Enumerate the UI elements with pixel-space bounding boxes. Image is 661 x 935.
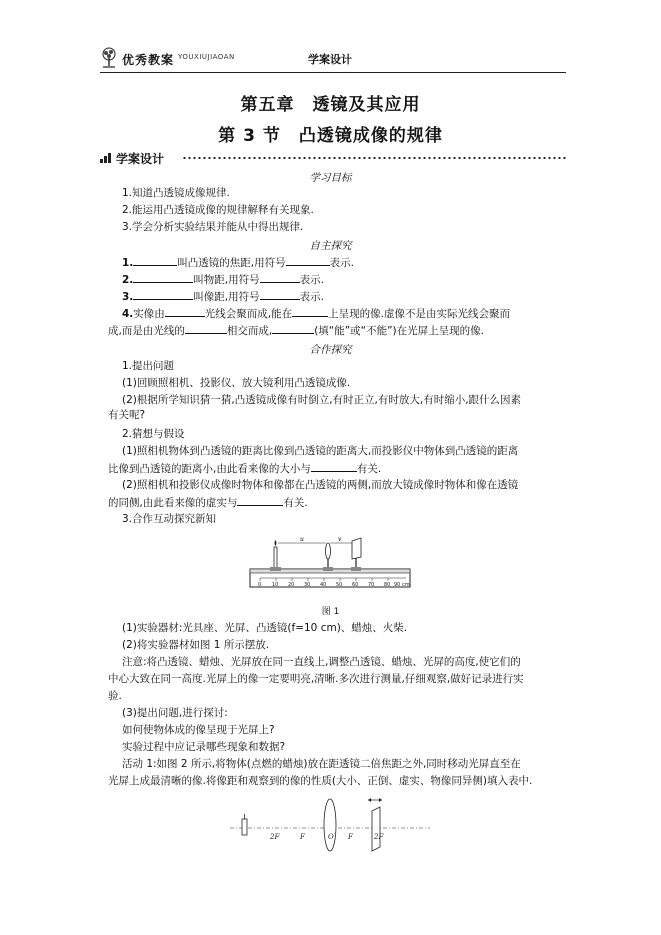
coop-text: 活动 1:如图 2 所示,将物体(点燃的蜡烛)放在距透镜二倍焦距之外,同时移动光屏直至在: [122, 758, 521, 770]
ruler-tick-label: 50: [336, 582, 343, 588]
right-f-label: F: [348, 833, 353, 841]
ruler-tick-label: 90 cm: [394, 582, 410, 588]
q-number: 1.: [122, 257, 134, 269]
o-label: O: [328, 833, 334, 841]
self-study-q3: [122, 289, 324, 305]
goal-item: 1.知道凸透镜成像规律.: [122, 187, 230, 199]
left-2f-label: 2F: [270, 833, 280, 841]
q-text: 有关.: [356, 463, 382, 475]
q-number: 2.: [122, 274, 134, 286]
answer-blank[interactable]: [260, 289, 300, 300]
coop-step-title: 1.提出问题: [122, 360, 175, 372]
coop-text: [108, 461, 381, 477]
q-number: 3.: [122, 291, 134, 303]
coop-text: 实验过程中应记录哪些现象和数据?: [122, 741, 286, 753]
q-text: 实像由: [133, 308, 165, 320]
logo-en-text: YOUXIUJIAOAN: [178, 53, 235, 61]
coop-text: (1)实验器材:光具座、光屏、凸透镜(f=10 cm)、蜡烛、火柴.: [122, 622, 408, 634]
header-section-label: 学案设计: [308, 53, 352, 66]
goal-item: 3.学会分析实验结果并能从中得出规律.: [122, 221, 304, 233]
coop-text: 光屏上成最清晰的像.将像距和观察到的像的性质(大小、正倒、虚实、物像同异侧)填入表中.: [108, 775, 533, 787]
coop-text: (1)回顾照相机、投影仪、放大镜利用凸透镜成像.: [122, 377, 351, 389]
ruler-tick-label: 0: [258, 582, 262, 588]
coop-text: [108, 495, 308, 511]
q-text: 相交而成,: [226, 325, 273, 337]
self-study-q4: [122, 306, 510, 322]
coop-text: (2)照相机和投影仪成像时物体和像都在凸透镜的两侧,而放大镜成像时物体和像在透镜: [122, 479, 519, 491]
design-section-bar: [100, 150, 566, 166]
section-title: 第 3 节 凸透镜成像的规律: [218, 126, 443, 146]
coop-step-title: 3.合作互动探究新知: [122, 513, 217, 525]
chapter-title: 第五章 透镜及其应用: [240, 95, 421, 115]
bars-icon: [100, 153, 114, 163]
q-text: 光线会聚而成,能在: [204, 308, 293, 320]
ruler-tick-label: 40: [320, 582, 327, 588]
self-study-heading: 自主探究: [309, 240, 352, 252]
header-rule: [100, 72, 566, 73]
coop-text: 有关呢?: [108, 409, 146, 421]
ruler-tick-label: 30: [304, 582, 311, 588]
self-study-q2: [122, 272, 324, 288]
q-text: 叫凸透镜的焦距,用符号: [177, 257, 286, 269]
lens-axis-figure: [230, 795, 430, 853]
answer-blank[interactable]: [260, 272, 300, 283]
optical-bench-figure: [248, 535, 413, 595]
coop-text: (2)将实验器材如图 1 所示摆放.: [122, 639, 270, 651]
q-text: 表示.: [329, 257, 354, 269]
q-text: (填“能”或“不能”)在光屏上呈现的像.: [314, 325, 484, 337]
left-f-label: F: [300, 833, 305, 841]
self-study-q4-cont: [108, 323, 484, 339]
answer-blank[interactable]: [133, 272, 193, 283]
q-text: 表示.: [299, 291, 324, 303]
figure-1-caption: 图 1: [321, 607, 340, 617]
page-header: [100, 47, 566, 71]
u-label: u: [300, 536, 304, 543]
answer-blank[interactable]: [286, 255, 330, 266]
answer-blank[interactable]: [133, 289, 193, 300]
goal-item: 2.能运用凸透镜成像的规律解释有关现象.: [122, 204, 314, 216]
logo-cn-text: 优秀教案: [122, 53, 175, 67]
ruler-tick-label: 80: [384, 582, 391, 588]
answer-blank[interactable]: [165, 306, 205, 317]
ruler-tick-label: 10: [272, 582, 279, 588]
answer-blank[interactable]: [185, 323, 227, 334]
coop-text: 中心大致在同一高度.光屏上的像一定要明亮,清晰.多次进行测量,仔细观察,做好记录进行实: [108, 673, 524, 685]
q-text: 有关.: [283, 497, 308, 509]
q-text: 叫像距,用符号: [193, 291, 260, 303]
coop-text: (2)根据所学知识猜一猜,凸透镜成像有时倒立,有时正立,有时放大,有时缩小,跟什么因素: [122, 394, 522, 406]
coop-text: (3)提出问题,进行探讨:: [122, 707, 228, 719]
ruler-tick-label: 60: [352, 582, 359, 588]
q-text: 比像到凸透镜的距离小,由此看来像的大小与: [108, 463, 311, 475]
coop-text: (1)照相机物体到凸透镜的距离比像到凸透镜的距离大,而投影仪中物体到凸透镜的距离: [122, 445, 519, 457]
right-2f-label: 2F: [374, 833, 384, 841]
q-number: 4.: [122, 308, 134, 320]
ruler-tick-label: 20: [288, 582, 295, 588]
ruler-tick-label: 70: [368, 582, 375, 588]
v-label: v: [338, 536, 342, 543]
answer-blank[interactable]: [133, 255, 177, 266]
q-text: 表示.: [299, 274, 324, 286]
answer-blank[interactable]: [311, 461, 357, 472]
q-text: 叫物距,用符号: [193, 274, 260, 286]
coop-step-title: 2.猜想与假设: [122, 428, 185, 440]
answer-blank[interactable]: [237, 495, 283, 506]
q-text: 成,而是由光线的: [108, 325, 185, 337]
coop-text: 如何使物体成的像呈现于光屏上?: [122, 724, 275, 736]
coop-text: 注意:将凸透镜、蜡烛、光屏放在同一直线上,调整凸透镜、蜡烛、光屏的高度,使它们的: [122, 656, 521, 668]
tree-logo-icon: [100, 47, 118, 69]
q-text: 的同侧,由此看来像的虚实与: [108, 497, 238, 509]
answer-blank[interactable]: [272, 323, 314, 334]
q-text: 上呈现的像.虚像不是由实际光线会聚而: [328, 308, 510, 320]
dotted-rule: [182, 157, 566, 159]
self-study-q1: [122, 255, 354, 271]
answer-blank[interactable]: [292, 306, 328, 317]
goals-heading: 学习目标: [309, 172, 352, 184]
coop-heading: 合作探究: [309, 344, 352, 356]
design-label: 学案设计: [116, 152, 165, 166]
coop-text: 验.: [108, 690, 122, 702]
